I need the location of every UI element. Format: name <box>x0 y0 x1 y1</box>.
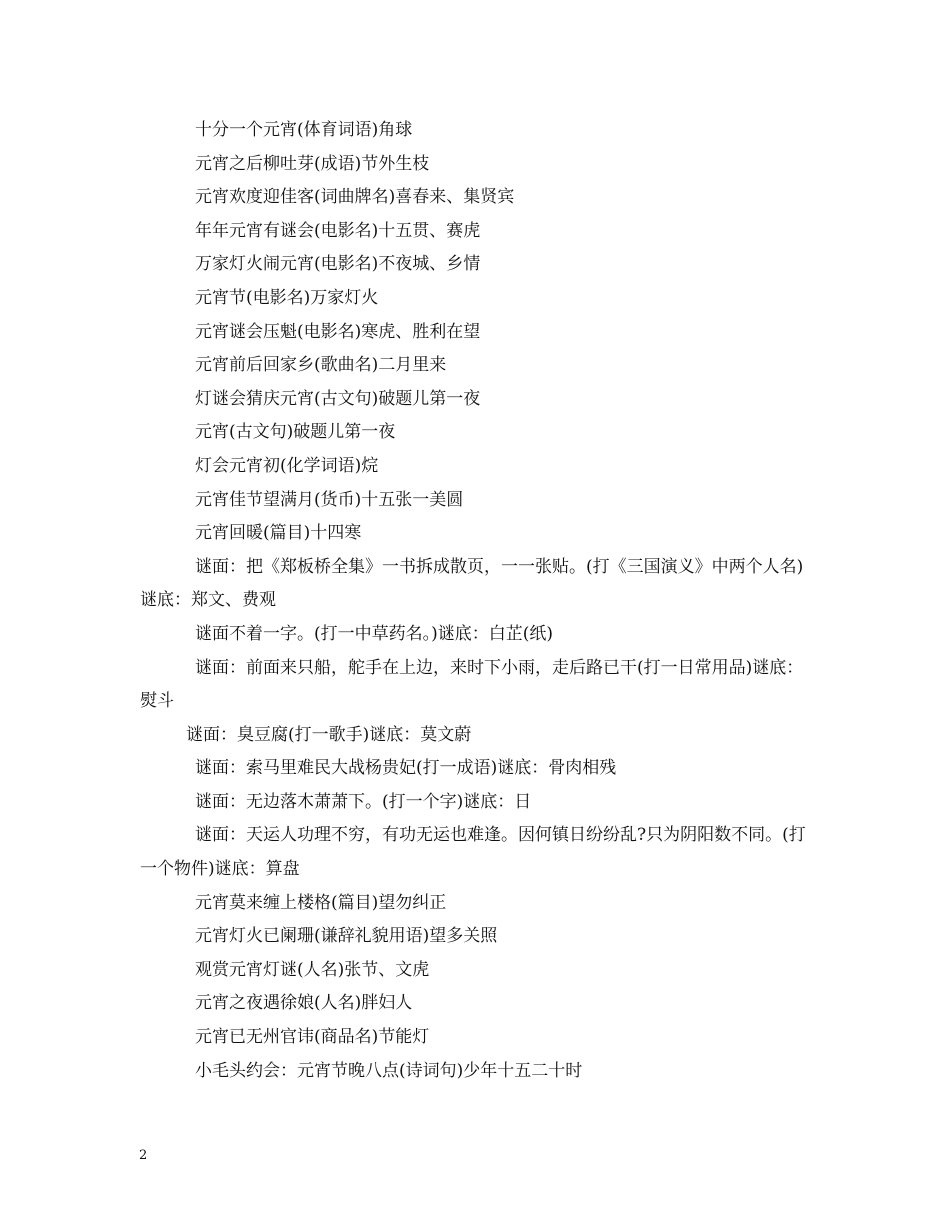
page-number: 2 <box>139 1148 148 1163</box>
paragraph: 谜面：索马里难民大战杨贵妃(打一成语)谜底：骨肉相残 <box>195 758 617 779</box>
paragraph: 元宵之后柳吐芽(成语)节外生枝 <box>195 153 430 174</box>
paragraph: 万家灯火闹元宵(电影名)不夜城、乡情 <box>195 254 481 275</box>
paragraph: 谜面：天运人功理不穷，有功无运也难逢。因何镇日纷纷乱?只为阴阳数不同。(打一个物件)谜底：算盘 <box>140 825 806 880</box>
paragraph: 灯谜会猜庆元宵(古文句)破题儿第一夜 <box>195 388 481 409</box>
paragraph: 元宵节(电影名)万家灯火 <box>195 287 379 308</box>
paragraph: 元宵之夜遇徐娘(人名)胖妇人 <box>195 993 413 1014</box>
paragraph: 元宵前后回家乡(歌曲名)二月里来 <box>195 355 447 376</box>
paragraph: 谜面不着一字。(打一中草药名。)谜底：白芷(纸) <box>195 623 554 644</box>
paragraph: 小毛头约会：元宵节晚八点(诗词句)少年十五二十时 <box>195 1060 583 1081</box>
paragraph: 十分一个元宵(体育词语)角球 <box>195 120 413 140</box>
paragraph: 元宵(古文句)破题儿第一夜 <box>195 422 396 443</box>
paragraph: 元宵佳节望满月(货币)十五张一美圆 <box>195 489 464 510</box>
paragraph: 谜面：无边落木萧萧下。(打一个字)谜底：日 <box>195 791 532 812</box>
paragraph: 谜面：臭豆腐(打一歌手)谜底：莫文蔚 <box>186 724 472 745</box>
paragraph: 年年元宵有谜会(电影名)十五贯、赛虎 <box>195 220 481 241</box>
paragraph: 元宵欢度迎佳客(词曲牌名)喜春来、集贤宾 <box>195 187 515 208</box>
paragraph: 元宵灯火已阑珊(谦辞礼貌用语)望多关照 <box>195 926 498 947</box>
paragraph: 谜面：前面来只船，舵手在上边，来时下小雨，走后路已干(打一日常用品)谜底：熨斗 <box>140 657 804 712</box>
paragraph: 观赏元宵灯谜(人名)张节、文虎 <box>195 959 430 980</box>
paragraph: 灯会元宵初(化学词语)烷 <box>195 455 379 476</box>
paragraph: 元宵已无州官讳(商品名)节能灯 <box>195 1027 430 1048</box>
paragraph: 元宵莫来缠上楼格(篇目)望勿纠正 <box>195 892 447 913</box>
paragraph: 元宵回暖(篇目)十四寒 <box>195 523 362 544</box>
paragraph: 元宵谜会压魁(电影名)寒虎、胜利在望 <box>195 321 481 342</box>
body-text <box>140 114 820 1088</box>
paragraph: 谜面：把《郑板桥全集》一书拆成散页，一一张贴。(打《三国演义》中两个人名)谜底：郑文、费观 <box>140 556 804 611</box>
